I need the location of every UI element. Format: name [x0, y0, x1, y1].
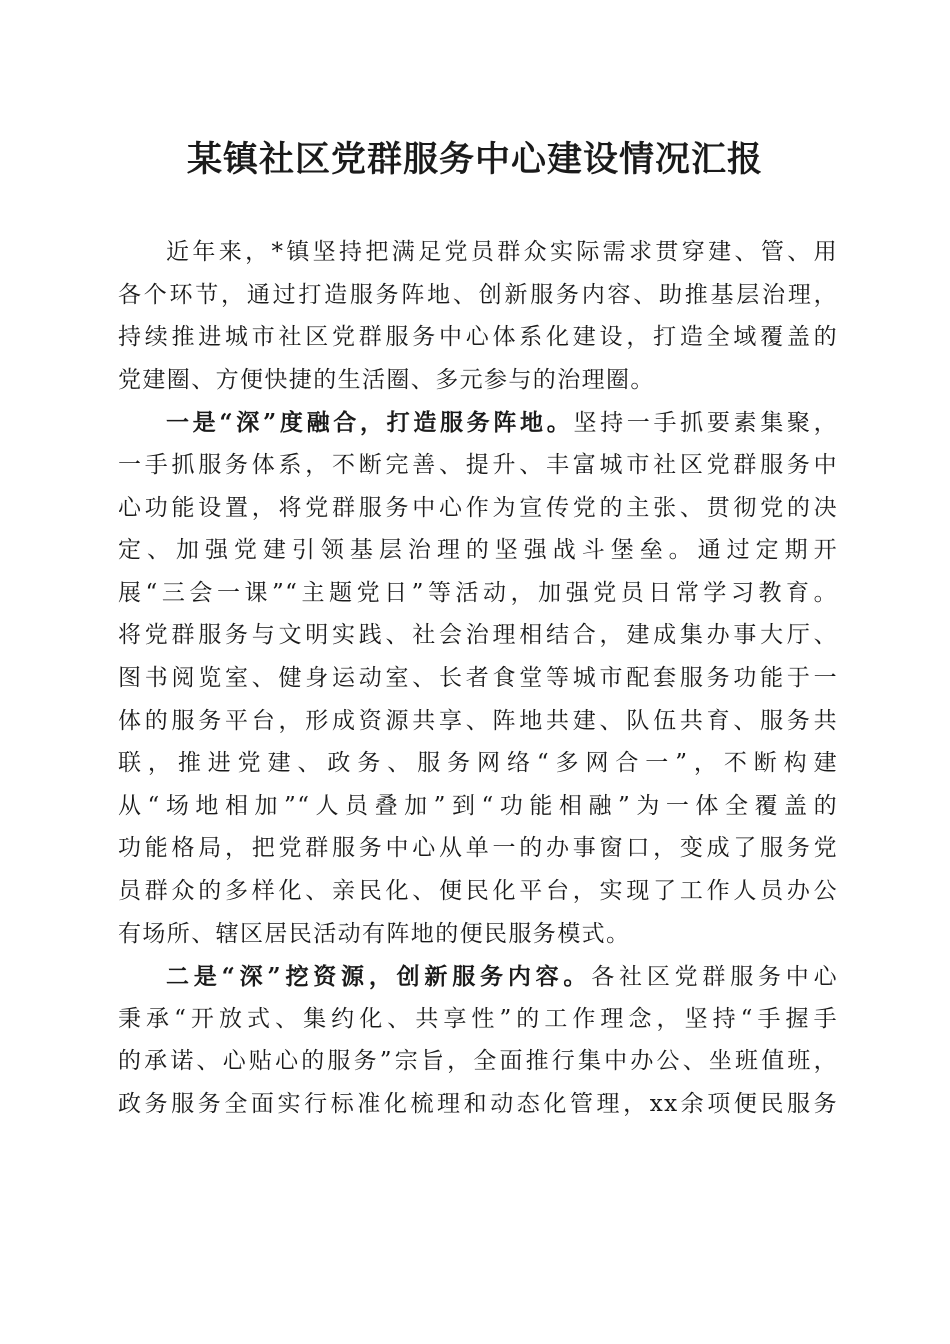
paragraph-3-line-1 — [118, 957, 838, 996]
paragraph-3-heading: 二是“深”挖资源，创新服务内容。 — [166, 963, 592, 991]
paragraph-2-line-10: 从“场地相加”“人员叠加”到“功能相融”为一体全覆盖的 — [118, 792, 838, 819]
paragraph-2-line-6: 将党群服务与文明实践、社会治理相结合，建成集办事大厅、 — [118, 622, 838, 649]
paragraph-2-line-7: 图书阅览室、健身运动室、长者食堂等城市配套服务功能于一 — [118, 664, 838, 691]
paragraph-2-line-1 — [118, 403, 838, 442]
paragraph-2-line-2: 一手抓服务体系，不断完善、提升、丰富城市社区党群服务中 — [118, 451, 838, 478]
paragraph-2-line-8: 体的服务平台，形成资源共享、阵地共建、队伍共育、服务共 — [118, 707, 838, 734]
paragraph-3-first-line-text: 各社区党群服务中心 — [591, 964, 838, 991]
paragraph-2-line-12: 员群众的多样化、亲民化、便民化平台，实现了工作人员办公 — [118, 877, 838, 904]
paragraph-3-line-4: 政务服务全面实行标准化梳理和动态化管理，xx余项便民服务 — [118, 1090, 838, 1117]
paragraph-1-line-3: 持续推进城市社区党群服务中心体系化建设，打造全域覆盖的 — [118, 324, 838, 351]
document-title: 某镇社区党群服务中心建设情况汇报 — [186, 139, 763, 180]
document-body — [118, 233, 838, 1127]
paragraph-2-line-5: 展“三会一课”“主题党日”等活动，加强党员日常学习教育。 — [118, 579, 838, 606]
paragraph-1-line-1: 近年来，*镇坚持把满足党员群众实际需求贯穿建、管、用 — [166, 239, 838, 265]
paragraph-3-line-3: 的承诺、心贴心的服务”宗旨，全面推行集中办公、坐班值班， — [118, 1048, 838, 1075]
paragraph-3-line-2: 秉承“开放式、集约化、共享性”的工作理念，坚持“手握手 — [118, 1005, 838, 1032]
paragraph-1-line-2: 各个环节，通过打造服务阵地、创新服务内容、助推基层治理， — [118, 281, 838, 308]
paragraph-2-line-9: 联，推进党建、政务、服务网络“多网合一”，不断构建 — [118, 750, 838, 777]
paragraph-2-line-3: 心功能设置，将党群服务中心作为宣传党的主张、贯彻党的决 — [118, 494, 838, 521]
paragraph-2-line-13: 有场所、辖区居民活动有阵地的便民服务模式。 — [118, 920, 631, 947]
paragraph-2-heading: 一是“深”度融合，打造服务阵地。 — [166, 409, 574, 437]
paragraph-1-line-4: 党建圈、方便快捷的生活圈、多元参与的治理圈。 — [118, 366, 655, 393]
paragraph-2-first-line-text: 坚持一手抓要素集聚， — [573, 410, 839, 437]
paragraph-2-line-11: 功能格局，把党群服务中心从单一的办事窗口，变成了服务党 — [118, 835, 838, 862]
paragraph-2-line-4: 定、加强党建引领基层治理的坚强战斗堡垒。通过定期开 — [118, 537, 838, 564]
